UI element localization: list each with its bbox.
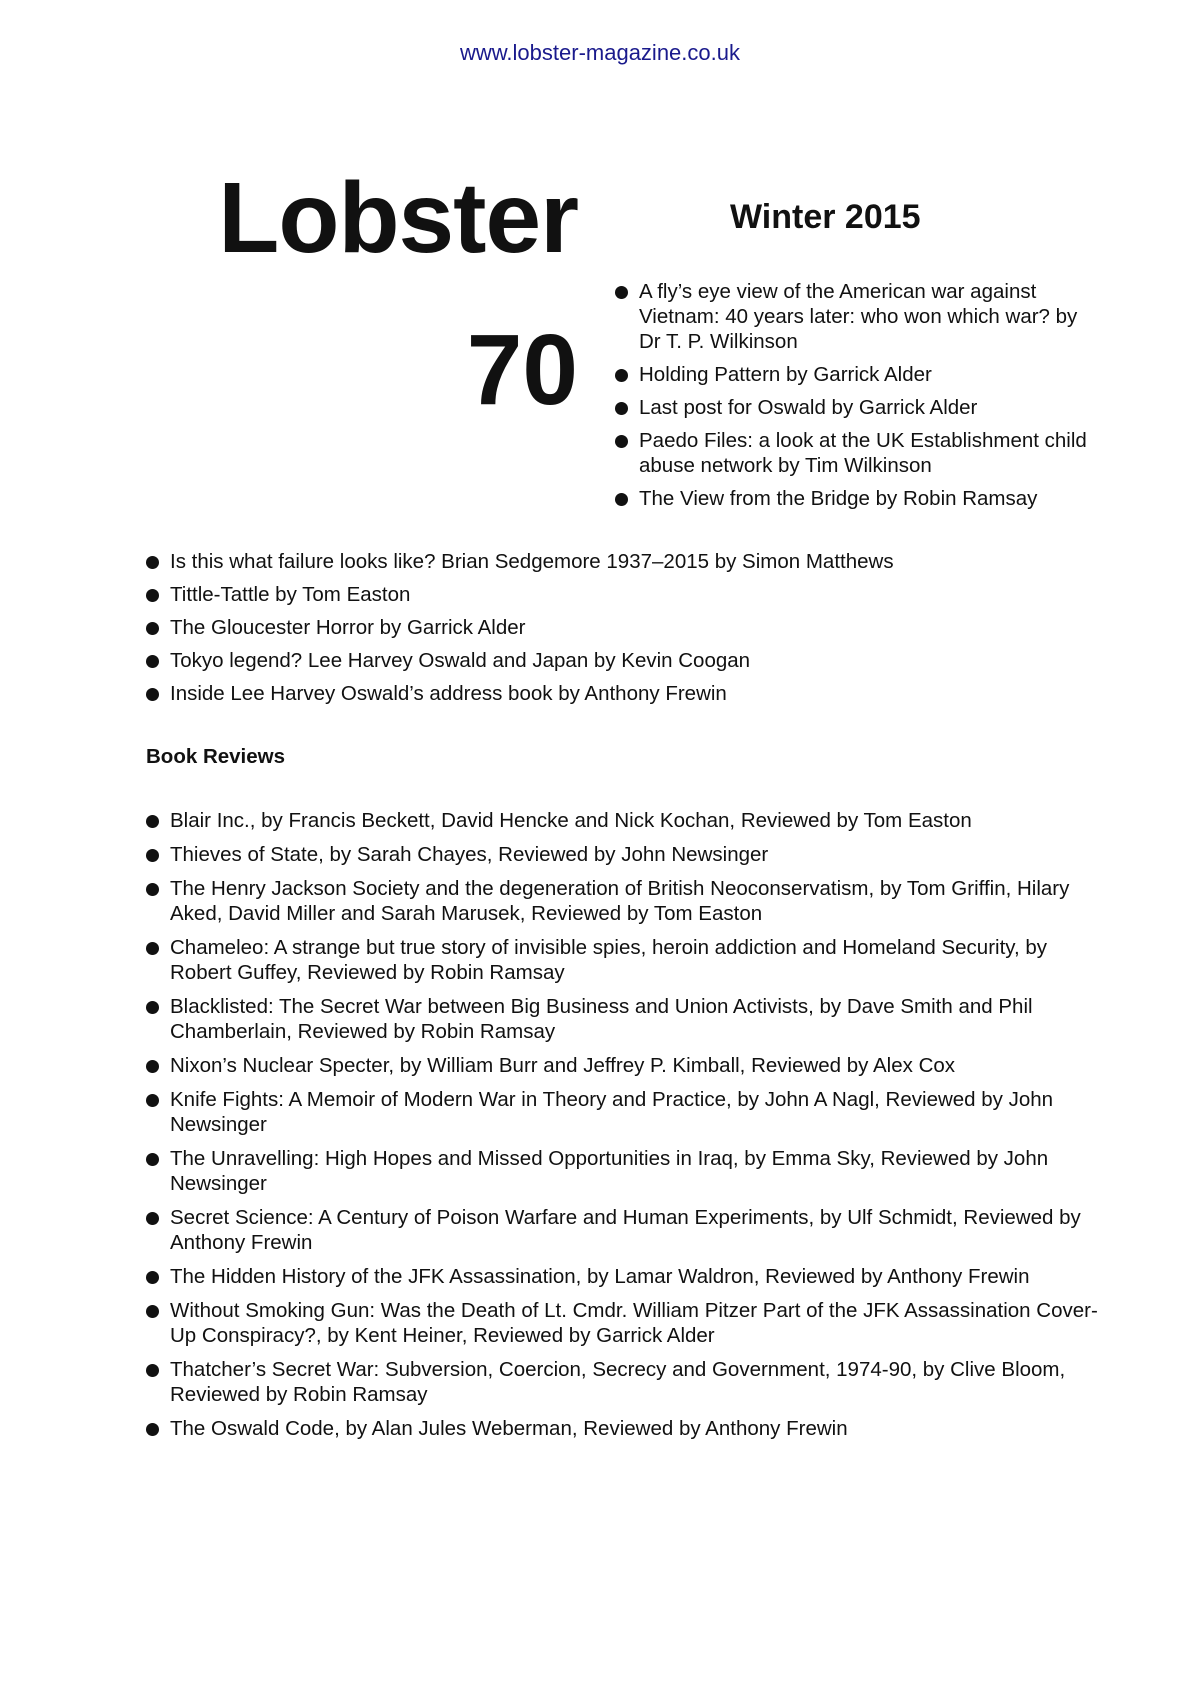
bullet-icon [146,815,159,828]
review-title: The Hidden History of the JFK Assassination, by Lamar Waldron, Reviewed by Anthony Frewin [170,1265,1030,1288]
bullet-icon [146,1094,159,1107]
article-title: A fly’s eye view of the American war against Vietnam: 40 years later: who won which war? by Dr T. P. Wilkinson [639,280,1078,353]
issue-number: 70 [466,314,578,426]
list-item [146,681,1106,706]
article-title: The Gloucester Horror by Garrick Alder [170,616,526,639]
list-item [146,582,1106,607]
book-review-list [146,808,1106,1450]
bullet-icon [146,1060,159,1073]
list-item [615,395,1095,420]
list-item [146,876,1106,926]
bullet-icon [146,1423,159,1436]
list-item [146,935,1106,985]
bullet-icon [146,1271,159,1284]
bullet-icon [615,286,628,299]
review-title: Secret Science: A Century of Poison Warfare and Human Experiments, by Ulf Schmidt, Reviewed by Anthony Frewin [170,1206,1081,1254]
bullet-icon [146,1212,159,1225]
list-item [146,1264,1106,1289]
list-item [615,486,1095,511]
bullet-icon [146,655,159,668]
list-item [146,1416,1106,1441]
review-title: Blacklisted: The Secret War between Big Business and Union Activists, by Dave Smith and Phil Chamberlain, Reviewed by Robin Ramsay [170,995,1033,1043]
review-title: Thieves of State, by Sarah Chayes, Reviewed by John Newsinger [170,843,769,866]
bullet-icon [146,883,159,896]
list-item [146,1087,1106,1137]
article-title: Last post for Oswald by Garrick Alder [639,396,978,419]
list-item [146,842,1106,867]
article-list [146,549,1106,714]
list-item [615,362,1095,387]
article-title: The View from the Bridge by Robin Ramsay [639,487,1038,510]
review-title: Chameleo: A strange but true story of invisible spies, heroin addiction and Homeland Security, by Robert Guffey, Reviewed by Robin Ramsay [170,936,1048,984]
bullet-icon [146,1305,159,1318]
issue-date: Winter 2015 [730,198,921,236]
review-title: Thatcher’s Secret War: Subversion, Coercion, Secrecy and Government, 1974-90, by Clive Bloom, Reviewed by Robin Ramsay [170,1358,1066,1406]
list-item [146,808,1106,833]
list-item [615,428,1095,478]
article-title: Paedo Files: a look at the UK Establishment child abuse network by Tim Wilkinson [639,429,1087,477]
bullet-icon [146,1001,159,1014]
list-item [146,994,1106,1044]
bullet-icon [146,942,159,955]
list-item [146,549,1106,574]
site-url-link[interactable]: www.lobster-magazine.co.uk [459,40,740,65]
article-title: Inside Lee Harvey Oswald’s address book by Anthony Frewin [170,682,727,705]
bullet-icon [146,688,159,701]
list-item [146,1205,1106,1255]
bullet-icon [615,369,628,382]
review-title: Knife Fights: A Memoir of Modern War in Theory and Practice, by John A Nagl, Reviewed by John Newsinger [170,1088,1054,1136]
article-title: Holding Pattern by Garrick Alder [639,363,932,386]
bullet-icon [146,849,159,862]
list-item [146,1298,1106,1348]
review-title: The Unravelling: High Hopes and Missed Opportunities in Iraq, by Emma Sky, Reviewed by John Newsinger [170,1147,1049,1195]
review-title: Without Smoking Gun: Was the Death of Lt. Cmdr. William Pitzer Part of the JFK Assassination Cover-Up Conspiracy?, by Kent Heiner, Reviewed by Garrick Alder [170,1299,1098,1347]
list-item [146,1146,1106,1196]
bullet-icon [146,556,159,569]
list-item [615,279,1095,354]
review-title: Blair Inc., by Francis Beckett, David Hencke and Nick Kochan, Reviewed by Tom Easton [170,809,972,832]
bullet-icon [146,589,159,602]
review-title: The Henry Jackson Society and the degeneration of British Neoconservatism, by Tom Griffin, Hilary Aked, David Miller and Sarah Marusek, Reviewed by Tom Easton [170,877,1070,925]
list-item [146,648,1106,673]
magazine-title: Lobster [218,162,578,274]
list-item [146,1357,1106,1407]
list-item [146,1053,1106,1078]
article-title: Tittle-Tattle by Tom Easton [170,583,411,606]
bullet-icon [615,493,628,506]
bullet-icon [615,402,628,415]
review-title: Nixon’s Nuclear Specter, by William Burr and Jeffrey P. Kimball, Reviewed by Alex Cox [170,1054,956,1077]
bullet-icon [146,622,159,635]
list-item [146,615,1106,640]
article-title: Tokyo legend? Lee Harvey Oswald and Japan by Kevin Coogan [170,649,751,672]
bullet-icon [146,1364,159,1377]
bullet-icon [146,1153,159,1166]
review-title: The Oswald Code, by Alan Jules Weberman, Reviewed by Anthony Frewin [170,1417,848,1440]
bullet-icon [615,435,628,448]
featured-article-list [615,279,1095,519]
book-reviews-heading: Book Reviews [146,745,285,768]
article-title: Is this what failure looks like? Brian Sedgemore 1937–2015 by Simon Matthews [170,550,894,573]
